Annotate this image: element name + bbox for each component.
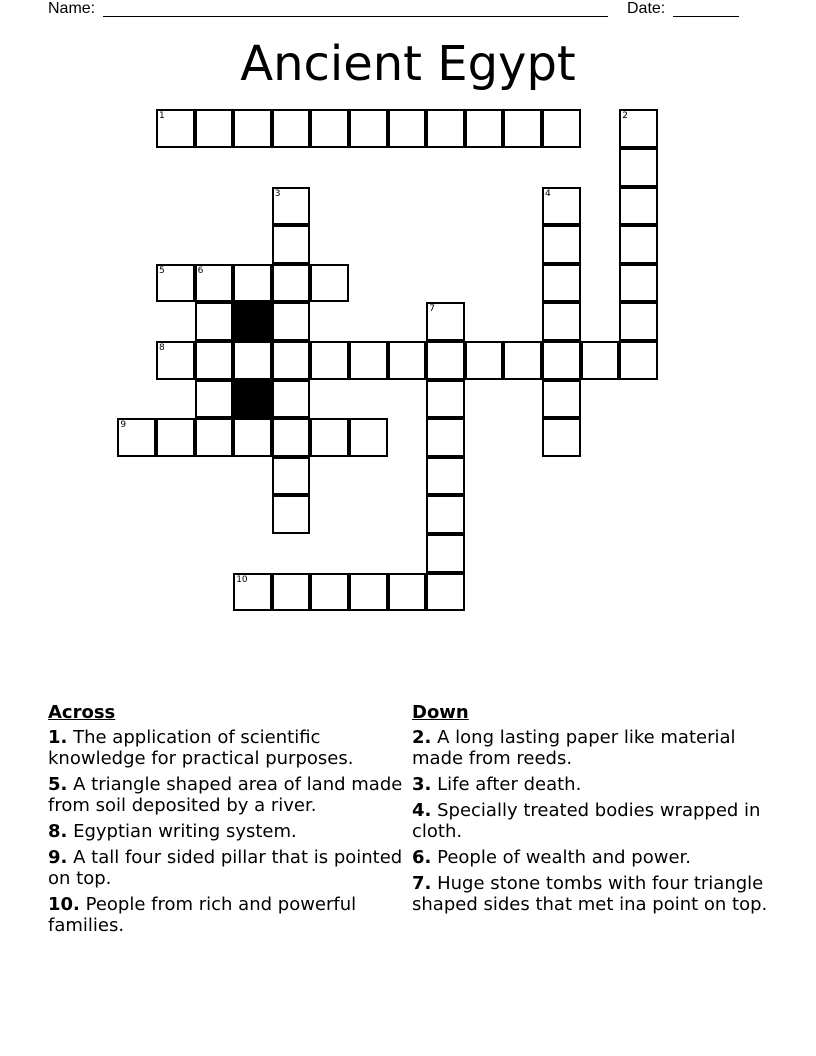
clue-number: 2. [412,727,432,748]
clue-text: A tall four sided pillar that is pointed on top. [48,847,403,889]
grid-cell[interactable] [426,495,465,534]
clue-text: A triangle shaped area of land made from soil deposited by a river. [48,774,403,816]
grid-cell[interactable] [272,302,311,341]
grid-cell[interactable] [619,341,658,380]
clue-number-label: 6 [197,265,204,276]
clue-number: 1. [48,727,68,748]
clue-text: Egyptian writing system. [73,821,297,842]
grid-cell[interactable] [426,457,465,496]
grid-cell[interactable] [272,457,311,496]
clue-number: 8. [48,821,68,842]
clue-number-label: 2 [622,111,628,122]
grid-cell[interactable] [619,148,658,187]
clue-text: People from rich and powerful families. [48,894,357,936]
clue-number-label: 7 [429,304,435,315]
clue-down-7 [412,873,768,915]
clue-text: Huge stone tombs with four triangle shaped sides that met ina point on top. [412,873,768,915]
grid-cell[interactable] [426,573,465,612]
grid-cell[interactable] [426,418,465,457]
grid-cell[interactable] [349,341,388,380]
clue-number-label: 8 [159,343,165,353]
clue-number: 10. [48,894,80,915]
grid-cell[interactable] [426,109,465,148]
clue-number: 4. [412,800,432,821]
grid-cell[interactable] [426,534,465,573]
clue-text: The application of scientific knowledge for practical purposes. [48,727,354,769]
grid-cell[interactable] [619,109,658,148]
grid-cell[interactable] [542,187,581,226]
grid-cell[interactable] [272,187,311,226]
grid-cell[interactable] [388,341,427,380]
grid-cell[interactable] [542,225,581,264]
grid-cell[interactable] [426,341,465,380]
grid-cell[interactable] [272,418,311,457]
grid-cell[interactable] [310,109,349,148]
grid-cell[interactable] [233,418,272,457]
clue-across-10 [48,894,404,936]
grid-cell[interactable] [195,380,234,419]
grid-cell[interactable] [503,341,542,380]
grid-cell[interactable] [195,341,234,380]
clue-number: 6. [412,847,432,868]
grid-cell[interactable] [349,418,388,457]
grid-cell[interactable] [619,187,658,226]
grid-cell[interactable] [272,341,311,380]
grid-cell[interactable] [195,264,234,303]
grid-cell[interactable] [581,341,620,380]
black-square [233,302,272,341]
grid-cell[interactable] [272,573,311,612]
grid-cell[interactable] [388,573,427,612]
grid-cell[interactable] [233,573,272,612]
grid-cell[interactable] [195,418,234,457]
grid-cell[interactable] [542,109,581,148]
grid-cell[interactable] [465,109,504,148]
down-heading: Down [412,702,469,723]
grid-cell[interactable] [310,418,349,457]
clue-across-5 [48,774,404,816]
grid-cell[interactable] [349,109,388,148]
grid-cell[interactable] [156,264,195,303]
grid-cell[interactable] [233,341,272,380]
clue-across-8 [48,821,404,842]
clue-down-2 [412,727,768,769]
clue-down-6 [412,847,768,868]
grid-cell[interactable] [272,495,311,534]
grid-cell[interactable] [156,341,195,380]
grid-cell[interactable] [310,341,349,380]
clue-number: 3. [412,774,432,795]
across-heading: Across [48,702,116,723]
clue-number-label: 1 [159,111,165,122]
clue-down-3 [412,774,768,795]
grid-cell[interactable] [619,302,658,341]
clue-number-label: 10 [236,574,248,585]
clue-number: 5. [48,774,68,795]
grid-cell[interactable] [272,225,311,264]
page-title: Ancient Egypt [240,36,576,92]
grid-cell[interactable] [465,341,504,380]
grid-cell[interactable] [426,302,465,341]
clue-across-1 [48,727,404,769]
clue-number-label: 5 [159,265,165,276]
clue-number-label: 3 [274,188,281,199]
clue-text: Specially treated bodies wrapped in cloth. [412,800,761,842]
name-line[interactable] [103,16,608,17]
grid-cell[interactable] [272,264,311,303]
clue-text: People of wealth and power. [437,847,692,868]
grid-cell[interactable] [542,264,581,303]
grid-cell[interactable] [349,573,388,612]
clue-text: A long lasting paper like material made from reeds. [412,727,736,769]
clue-number: 7. [412,873,432,894]
grid-cell[interactable] [503,109,542,148]
grid-cell[interactable] [233,109,272,148]
down-clues [412,702,768,920]
grid-cell[interactable] [233,264,272,303]
grid-cell[interactable] [156,109,195,148]
grid-cell[interactable] [272,380,311,419]
grid-cell[interactable] [542,341,581,380]
clue-text: Life after death. [437,774,582,795]
black-square [233,380,272,419]
clue-number-label: 9 [120,420,127,431]
clue-number-label: 4 [545,188,551,199]
grid-cell[interactable] [542,380,581,419]
grid-cell[interactable] [310,264,349,303]
grid-cell[interactable] [117,418,156,457]
date-line[interactable] [673,16,739,17]
grid-cell[interactable] [619,225,658,264]
grid-cell[interactable] [195,302,234,341]
clue-number: 9. [48,847,68,868]
name-label: Name: [48,0,96,17]
grid-cell[interactable] [542,418,581,457]
grid-cell[interactable] [272,109,311,148]
grid-cell[interactable] [156,418,195,457]
grid-cell[interactable] [619,264,658,303]
clue-down-4 [412,800,768,842]
date-label: Date: [627,0,666,17]
grid-cell[interactable] [388,109,427,148]
across-clues [48,702,404,941]
grid-cell[interactable] [542,302,581,341]
clue-across-9 [48,847,404,889]
grid-cell[interactable] [426,380,465,419]
grid-cell[interactable] [195,109,234,148]
grid-cell[interactable] [310,573,349,612]
